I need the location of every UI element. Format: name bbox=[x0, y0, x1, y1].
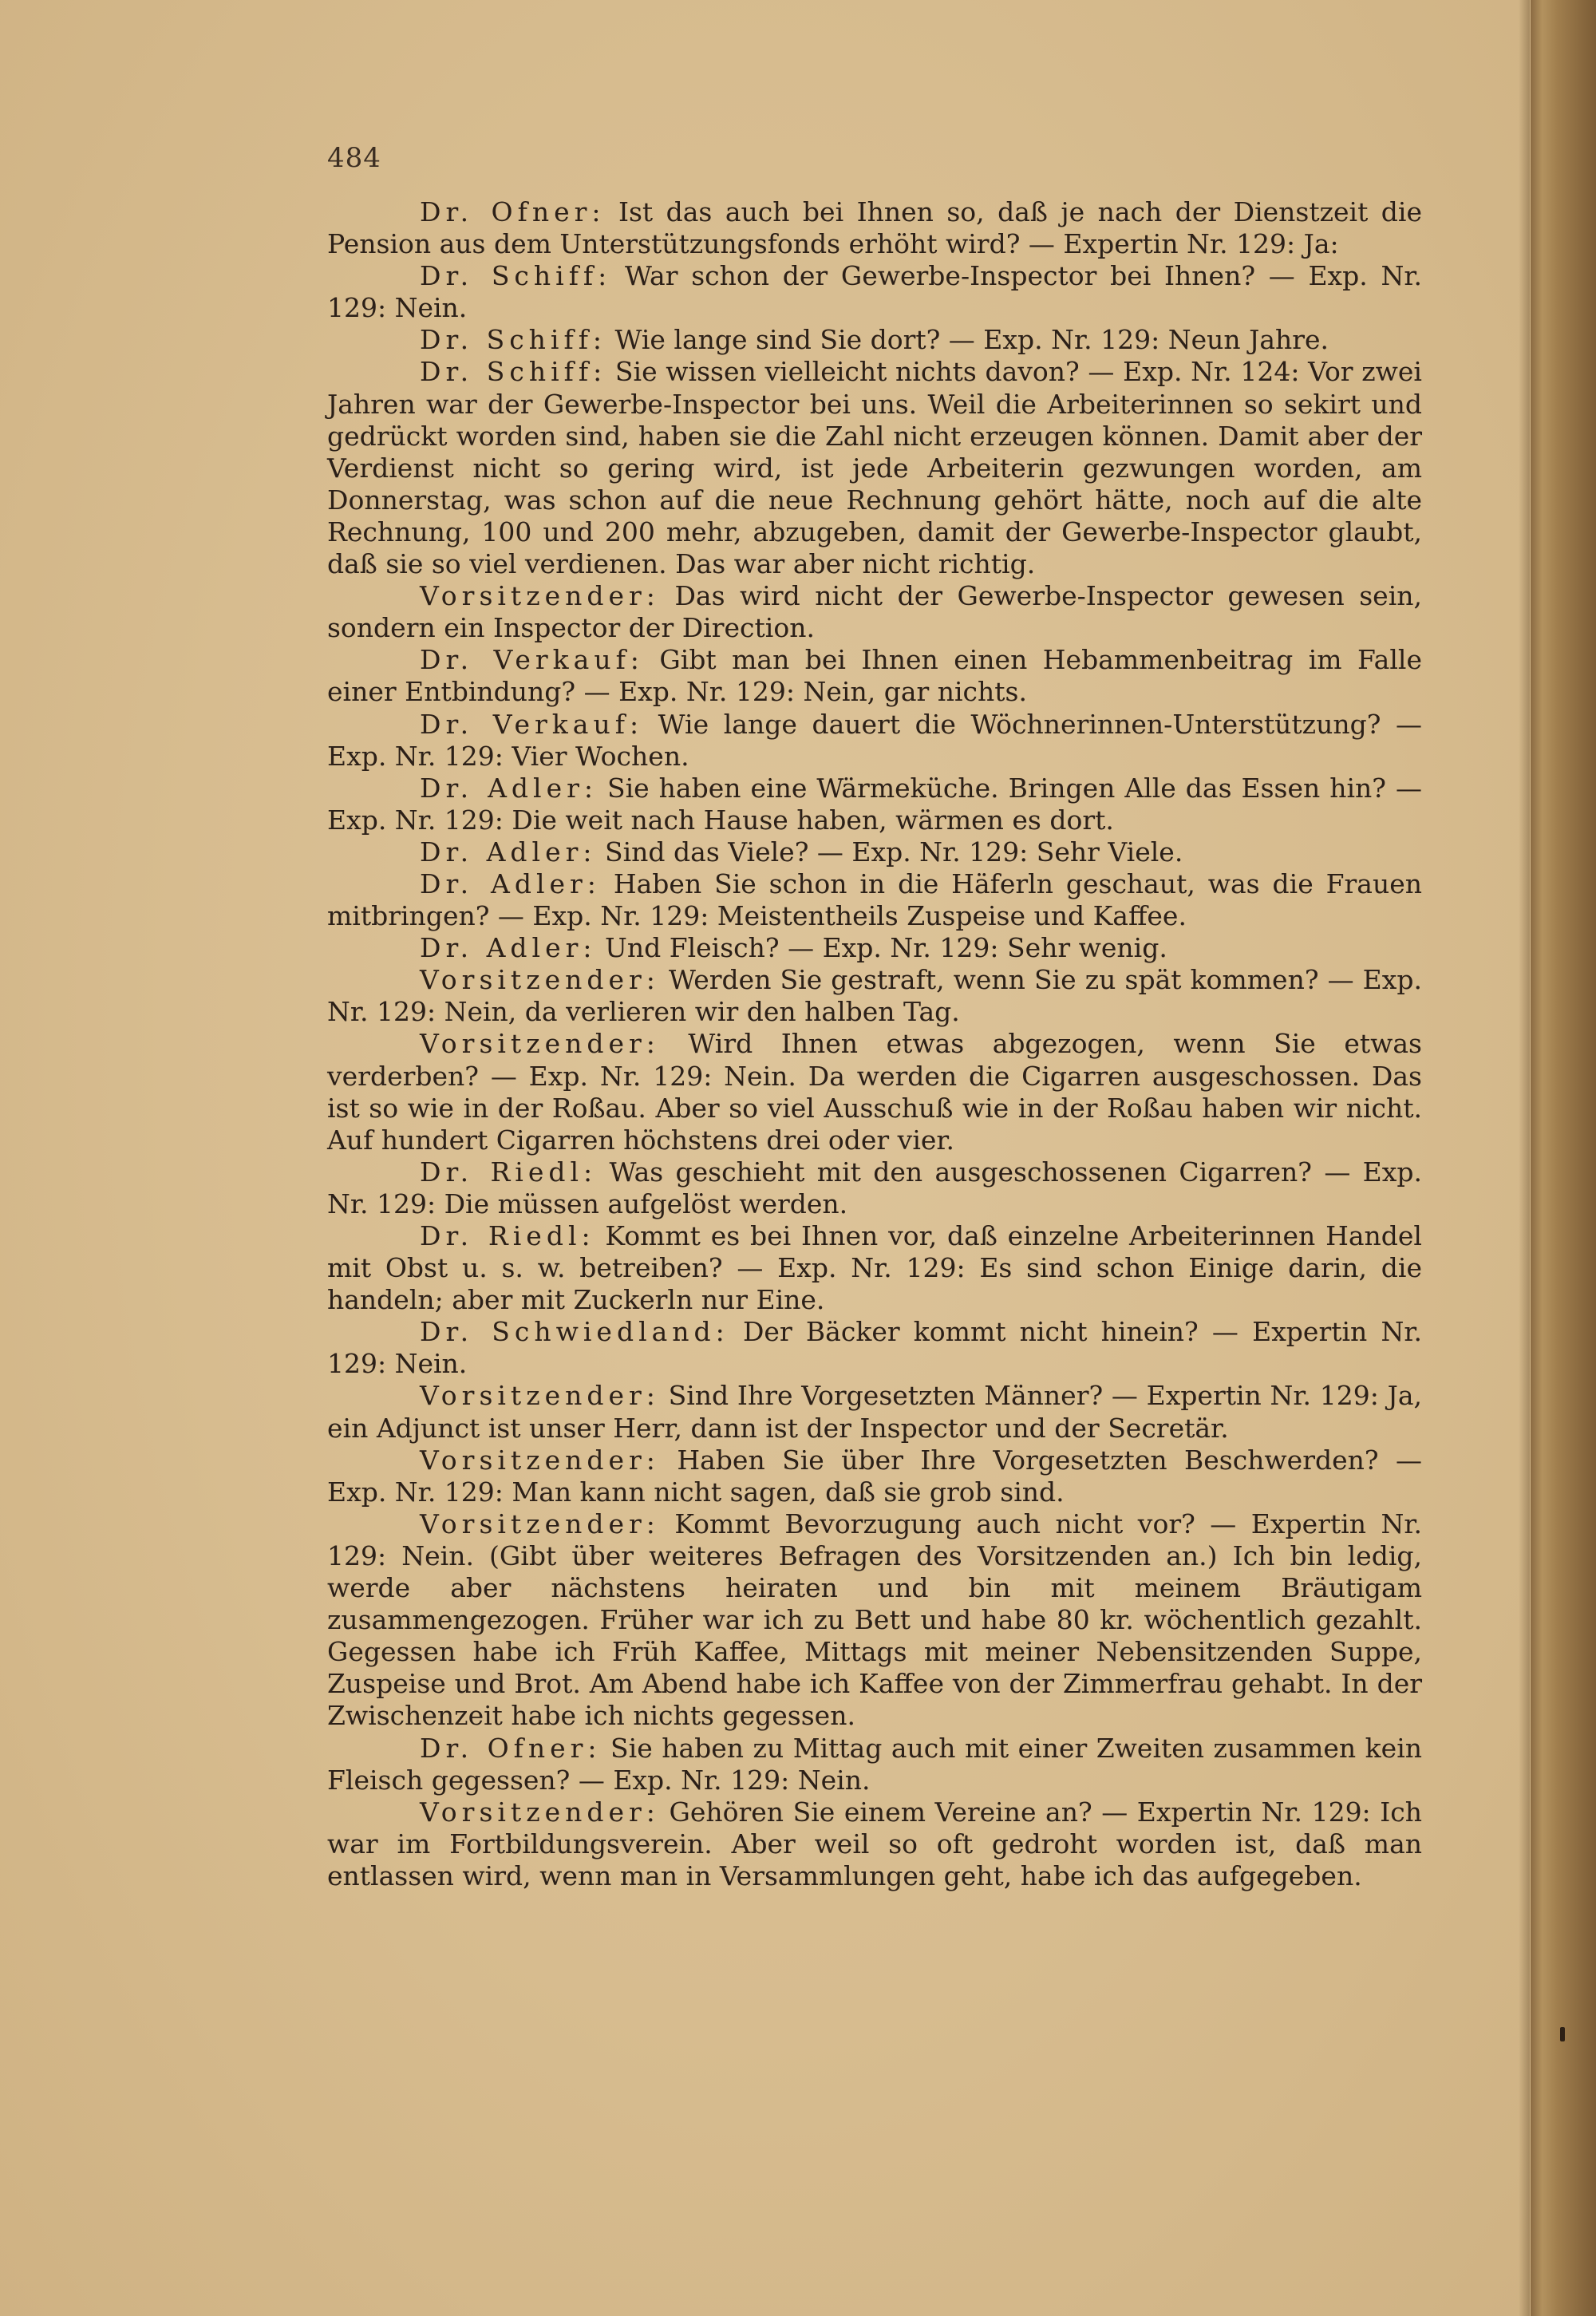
paragraph bbox=[327, 964, 1422, 1028]
paragraph-text: Ist das auch bei Ihnen so, daß je nach der Dienstzeit die Pension aus dem Unterstützungsfonds erhöht wird? — Expertin Nr. 129: Ja: bbox=[327, 196, 1422, 260]
paragraph-text: Sie haben eine Wärmeküche. Bringen Alle das Essen hin? — Exp. Nr. 129: Die weit nach Hause haben, wärmen es dort. bbox=[327, 772, 1422, 836]
paragraph-text: Gibt man bei Ihnen einen Hebammenbeitrag im Falle einer Entbindung? — Exp. Nr. 129: Nein, gar nichts. bbox=[327, 644, 1422, 708]
paragraph bbox=[327, 324, 1422, 356]
paragraph-text: Werden Sie gestraft, wenn Sie zu spät kommen? — Exp. Nr. 129: Nein, da verlieren wir den halben Tag. bbox=[327, 964, 1422, 1028]
paragraph bbox=[327, 1445, 1422, 1508]
paragraph-text: War schon der Gewerbe-Inspector bei Ihnen? — Exp. Nr. 129: Nein. bbox=[327, 260, 1422, 324]
speaker: Vorsitzender: bbox=[420, 1796, 660, 1828]
speaker: Dr. Ofner: bbox=[420, 196, 606, 227]
speaker: Vorsitzender: bbox=[420, 964, 660, 996]
paragraph-text: Wird Ihnen etwas abgezogen, wenn Sie etwas verderben? — Exp. Nr. 129: Nein. Da werden die Cigarren ausgeschossen. Das ist so wie in der Roßau. Aber so viel Ausschuß wie in der Roßau haben wir nicht. Auf hundert Cigarren höchstens drei oder vier. bbox=[327, 1028, 1422, 1156]
speaker: Dr. Adler: bbox=[420, 836, 597, 868]
paragraph-text: Und Fleisch? — Exp. Nr. 129: Sehr wenig. bbox=[596, 932, 1167, 964]
paragraph-text: Was geschieht mit den ausgeschossenen Cigarren? — Exp. Nr. 129: Die müssen aufgelöst werden. bbox=[327, 1156, 1422, 1219]
paragraph bbox=[327, 1796, 1422, 1892]
page-number: 484 bbox=[327, 142, 381, 174]
speaker: Vorsitzender: bbox=[420, 1444, 660, 1476]
paragraph bbox=[327, 196, 1422, 260]
paragraph-text: Wie lange dauert die Wöchnerinnen-Unterstützung? — Exp. Nr. 129: Vier Wochen. bbox=[327, 708, 1422, 772]
paragraph bbox=[327, 773, 1422, 836]
speaker: Vorsitzender: bbox=[420, 1028, 660, 1060]
paragraph bbox=[327, 356, 1422, 580]
speaker: Dr. Riedl: bbox=[420, 1220, 595, 1251]
paragraph-text: Haben Sie über Ihre Vorgesetzten Beschwerden? — Exp. Nr. 129: Man kann nicht sagen, daß sie grob sind. bbox=[327, 1444, 1422, 1508]
speaker: Vorsitzender: bbox=[420, 1508, 660, 1539]
paragraph bbox=[327, 1380, 1422, 1444]
paragraph-text: Wie lange sind Sie dort? — Exp. Nr. 129: Neun Jahre. bbox=[606, 324, 1329, 356]
speaker: Dr. Adler: bbox=[420, 868, 601, 899]
speaker: Dr. Schiff: bbox=[420, 324, 607, 356]
paragraph bbox=[327, 932, 1422, 964]
book-edge bbox=[1531, 0, 1596, 2316]
paragraph-text: Sie haben zu Mittag auch mit einer Zweiten zusammen kein Fleisch gegessen? — Exp. Nr. 129: Nein. bbox=[327, 1732, 1422, 1796]
paragraph-text: Kommt Bevorzugung auch nicht vor? — Expertin Nr. 129: Nein. (Gibt über weiteres Befragen des Vorsitzenden an.) Ich bin ledig, werde aber nächstens heiraten und bin mit meinem Bräutigam zusammengezogen. Früher war ich zu Bett und habe 80 kr. wöchentlich gezahlt. Gegessen habe ich Früh Kaffee, Mittags mit meiner Nebensitzenden Suppe, Zuspeise und Brot. Am Abend habe ich Kaffee von der Zimmerfrau gehabt. In der Zwischenzeit habe ich nichts gegessen. bbox=[327, 1508, 1422, 1732]
speaker: Vorsitzender: bbox=[420, 1380, 660, 1412]
paragraph bbox=[327, 836, 1422, 868]
speaker: Dr. Adler: bbox=[420, 772, 598, 804]
speaker: Dr. Verkauf: bbox=[420, 708, 644, 740]
speaker: Dr. Verkauf: bbox=[420, 644, 644, 676]
paragraph bbox=[327, 1316, 1422, 1380]
paragraph-text: Das wird nicht der Gewerbe-Inspector gewesen sein, sondern ein Inspector der Direction. bbox=[327, 580, 1422, 644]
paragraph bbox=[327, 1508, 1422, 1733]
paragraph-text: Sind Ihre Vorgesetzten Männer? — Expertin Nr. 129: Ja, ein Adjunct ist unser Herr, dann ist der Inspector und der Secretär. bbox=[327, 1380, 1422, 1444]
margin-mark bbox=[1560, 2027, 1565, 2041]
speaker: Dr. Schwiedland: bbox=[420, 1316, 729, 1348]
paragraph bbox=[327, 1028, 1422, 1156]
paragraph-text: Kommt es bei Ihnen vor, daß einzelne Arbeiterinnen Handel mit Obst u. s. w. betreiben? — Exp. Nr. 129: Es sind schon Einige darin, die handeln; aber mit Zuckerln nur Eine. bbox=[327, 1220, 1422, 1316]
paragraph bbox=[327, 1733, 1422, 1796]
protocol-text bbox=[327, 196, 1422, 1892]
paragraph bbox=[327, 1220, 1422, 1316]
paragraph bbox=[327, 709, 1422, 773]
paragraph bbox=[327, 868, 1422, 932]
paragraph-text: Sie wissen vielleicht nichts davon? — Exp. Nr. 124: Vor zwei Jahren war der Gewerbe-Inspector bei uns. Weil die Arbeiterinnen so sekirt und gedrückt worden sind, haben sie die Zahl nicht erzeugen können. Damit aber der Verdienst nicht so gering wird, ist jede Arbeiterin gezwungen worden, am Donnerstag, was schon auf die neue Rechnung gehört hätte, noch auf die alte Rechnung, 100 und 200 mehr, abzugeben, damit der Gewerbe-Inspector glaubt, daß sie so viel verdienen. Das war aber nicht richtig. bbox=[327, 356, 1422, 580]
paragraph-text: Haben Sie schon in die Häferln geschaut, was die Frauen mitbringen? — Exp. Nr. 129: Meistentheils Zuspeise und Kaffee. bbox=[327, 868, 1422, 932]
speaker: Dr. Ofner: bbox=[420, 1732, 602, 1764]
speaker: Dr. Schiff: bbox=[420, 356, 607, 388]
paragraph-text: Der Bäcker kommt nicht hinein? — Expertin Nr. 129: Nein. bbox=[327, 1316, 1422, 1380]
speaker: Dr. Adler: bbox=[420, 932, 597, 964]
paragraph bbox=[327, 580, 1422, 644]
speaker: Dr. Schiff: bbox=[420, 260, 612, 292]
page-gutter-shadow bbox=[1519, 0, 1530, 2316]
paragraph-text: Sind das Viele? — Exp. Nr. 129: Sehr Viele. bbox=[596, 836, 1183, 868]
speaker: Vorsitzender: bbox=[420, 580, 660, 612]
paragraph bbox=[327, 1156, 1422, 1220]
paragraph bbox=[327, 644, 1422, 708]
speaker: Dr. Riedl: bbox=[420, 1156, 598, 1188]
paragraph-text: Gehören Sie einem Vereine an? — Expertin Nr. 129: Ich war im Fortbildungsverein. Aber weil so oft gedroht worden ist, daß man entlassen wird, wenn man in Versammlungen geht, habe ich das aufgegeben. bbox=[327, 1796, 1422, 1891]
paragraph bbox=[327, 260, 1422, 324]
